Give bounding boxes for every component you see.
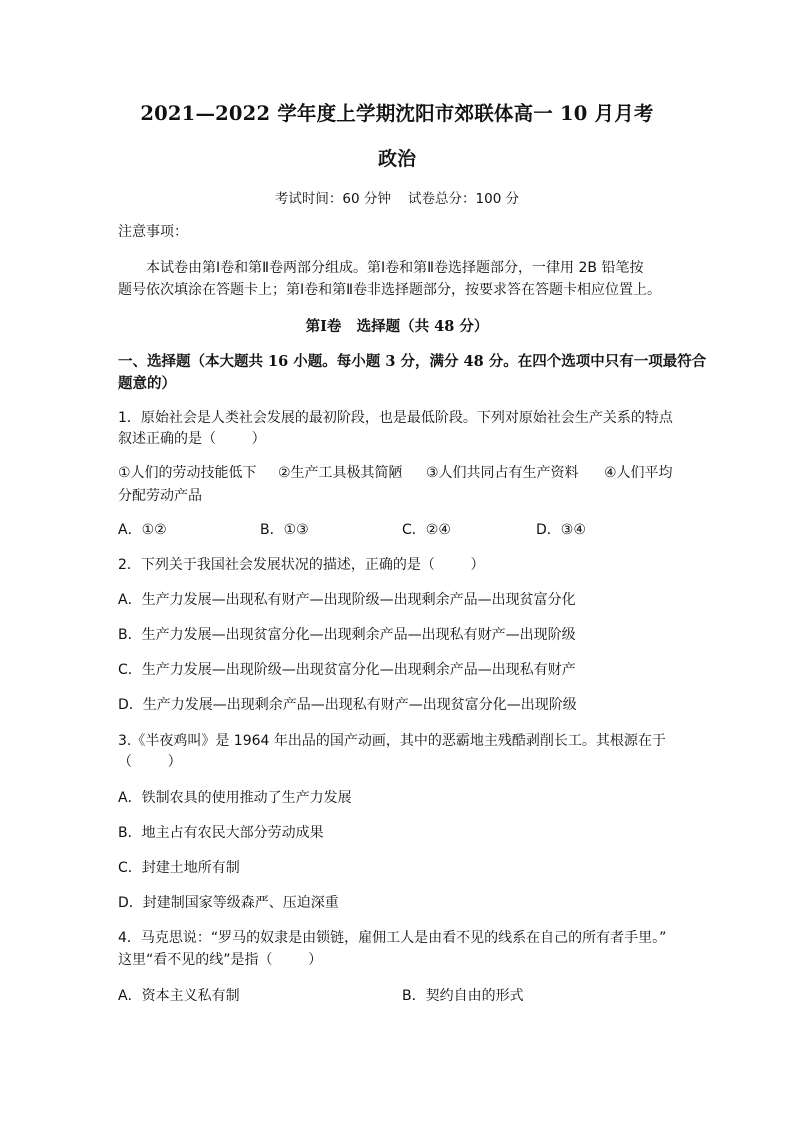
question-4-stem-line-1: 4．马克思说：“罗马的奴隶是由锁链，雇佣工人是由看不见的线系在自己的所有者手里。” bbox=[118, 930, 667, 946]
notice-heading: 注意事项： bbox=[118, 224, 188, 240]
question-1-stem-line-2: 叙述正确的是（ ） bbox=[118, 431, 266, 447]
question-2-stem: 2．下列关于我国社会发展状况的描述，正确的是（ ） bbox=[118, 557, 485, 573]
question-2-option-a[interactable]: A．生产力发展—出现私有财产—出现阶级—出现剩余产品—出现贫富分化 bbox=[118, 592, 576, 608]
statement-2: ②生产工具极其简陋 bbox=[278, 465, 403, 481]
option-b[interactable]: B．①③ bbox=[260, 522, 309, 538]
option-a[interactable]: A．资本主义私有制 bbox=[118, 988, 240, 1004]
question-3-option-d[interactable]: D．封建制国家等级森严、压迫深重 bbox=[118, 895, 339, 911]
option-a[interactable]: A．①② bbox=[118, 522, 167, 538]
notice-line-2: 题号依次填涂在答题卡上；第Ⅰ卷和第Ⅱ卷非选择题部分，按要求答在答题卡相应位置上。 bbox=[118, 282, 662, 298]
section-instruction-line-2: 题意的） bbox=[118, 375, 176, 392]
question-2-option-b[interactable]: B．生产力发展—出现贫富分化—出现剩余产品—出现私有财产—出现阶级 bbox=[118, 627, 576, 643]
question-3-option-b[interactable]: B．地主占有农民大部分劳动成果 bbox=[118, 825, 324, 841]
option-d[interactable]: D．③④ bbox=[536, 522, 586, 538]
notice-line-1: 本试卷由第Ⅰ卷和第Ⅱ卷两部分组成。第Ⅰ卷和第Ⅱ卷选择题部分，一律用 2B 铅笔按 bbox=[146, 260, 644, 276]
question-3-stem-line-1: 3.《半夜鸡叫》是 1964 年出品的国产动画，其中的恶霸地主残酷剥削长工。其根源在于 bbox=[118, 733, 666, 749]
question-1-statements bbox=[118, 462, 678, 482]
question-1-statement-continuation: 分配劳动产品 bbox=[118, 488, 202, 504]
option-c[interactable]: C．②④ bbox=[402, 522, 451, 538]
question-2-option-d[interactable]: D．生产力发展—出现剩余产品—出现私有财产—出现贫富分化—出现阶级 bbox=[118, 697, 577, 713]
exam-subject: 政治 bbox=[377, 148, 416, 170]
option-b[interactable]: B．契约自由的形式 bbox=[402, 988, 524, 1004]
question-1-stem-line-1: 1．原始社会是人类社会发展的最初阶段，也是最低阶段。下列对原始社会生产关系的特点 bbox=[118, 410, 673, 426]
statement-4: ④人们平均 bbox=[604, 465, 673, 481]
section-instruction-line-1: 一、选择题（本大题共 16 小题。每小题 3 分，满分 48 分。在四个选项中只有一项最符合 bbox=[118, 353, 707, 370]
question-2-option-c[interactable]: C．生产力发展—出现阶级—出现贫富分化—出现剩余产品—出现私有财产 bbox=[118, 662, 576, 678]
exam-title: 2021—2022 学年度上学期沈阳市郊联体高一 10 月月考 bbox=[140, 102, 654, 125]
statement-3: ③人们共同占有生产资料 bbox=[426, 465, 579, 481]
question-3-stem-line-2: （ ） bbox=[118, 754, 182, 770]
section-title: 第Ⅰ卷 选择题（共 48 分） bbox=[305, 318, 489, 335]
question-1-options bbox=[118, 519, 678, 539]
statement-1: ①人们的劳动技能低下 bbox=[118, 465, 257, 481]
question-4-stem-line-2: 这里“看不见的线”是指（ ） bbox=[118, 952, 323, 968]
exam-info: 考试时间：60 分钟 试卷总分：100 分 bbox=[274, 191, 520, 207]
question-4-options bbox=[118, 985, 678, 1005]
question-3-option-c[interactable]: C．封建土地所有制 bbox=[118, 860, 240, 876]
question-3-option-a[interactable]: A．铁制农具的使用推动了生产力发展 bbox=[118, 790, 352, 806]
